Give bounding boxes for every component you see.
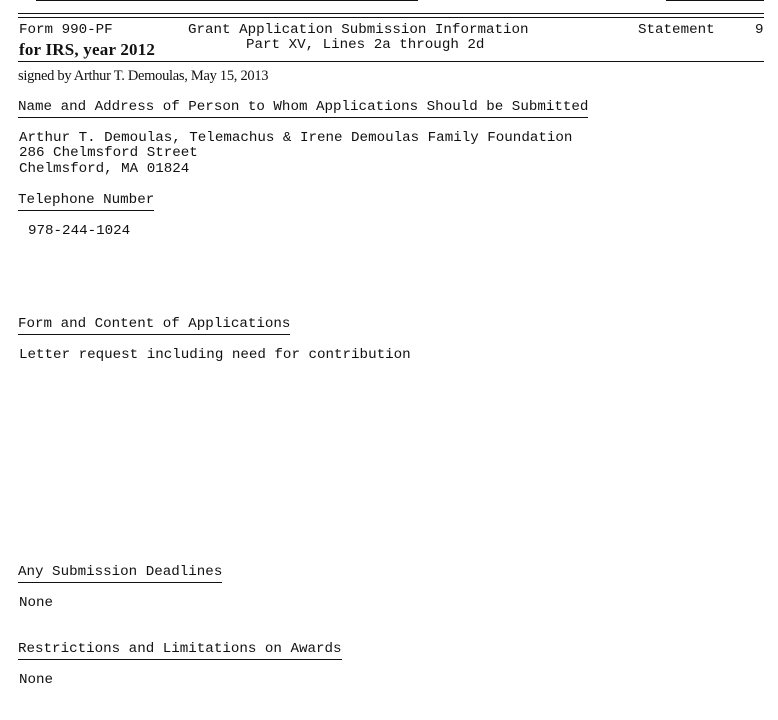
header-title: Grant Application Submission Information [188,22,529,38]
top-rule-left [36,0,418,1]
form-number: Form 990-PF [19,22,113,38]
restrictions-value: None [19,672,54,688]
statement-label: Statement [638,22,715,38]
form-content-heading: Form and Content of Applications [18,317,290,335]
submit-to-city: Chelmsford, MA 01824 [19,161,190,177]
deadlines-value: None [19,595,54,611]
telephone-number: 978-244-1024 [28,223,131,239]
restrictions-heading: Restrictions and Limitations on Awards [18,642,342,660]
submit-to-heading: Name and Address of Person to Whom Applications Should be Submitted [18,100,588,118]
header-subtitle: Part XV, Lines 2a through 2d [246,37,485,53]
submit-to-name: Arthur T. Demoulas, Telemachus & Irene Demoulas Family Foundation [19,130,573,146]
top-rule-right [666,0,764,1]
form-content-value: Letter request including need for contribution [19,347,411,363]
signature-stamp: signed by Arthur T. Demoulas, May 15, 2013 [18,68,269,84]
form-tag: for IRS, year 2012 [19,40,156,59]
statement-number: 9 [755,22,764,38]
telephone-heading: Telephone Number [18,193,154,211]
header-rule-top-1 [18,13,764,14]
submit-to-street: 286 Chelmsford Street [19,145,198,161]
header-rule-top-2 [18,17,764,18]
header-rule-bottom [18,61,764,62]
deadlines-heading: Any Submission Deadlines [18,565,222,583]
